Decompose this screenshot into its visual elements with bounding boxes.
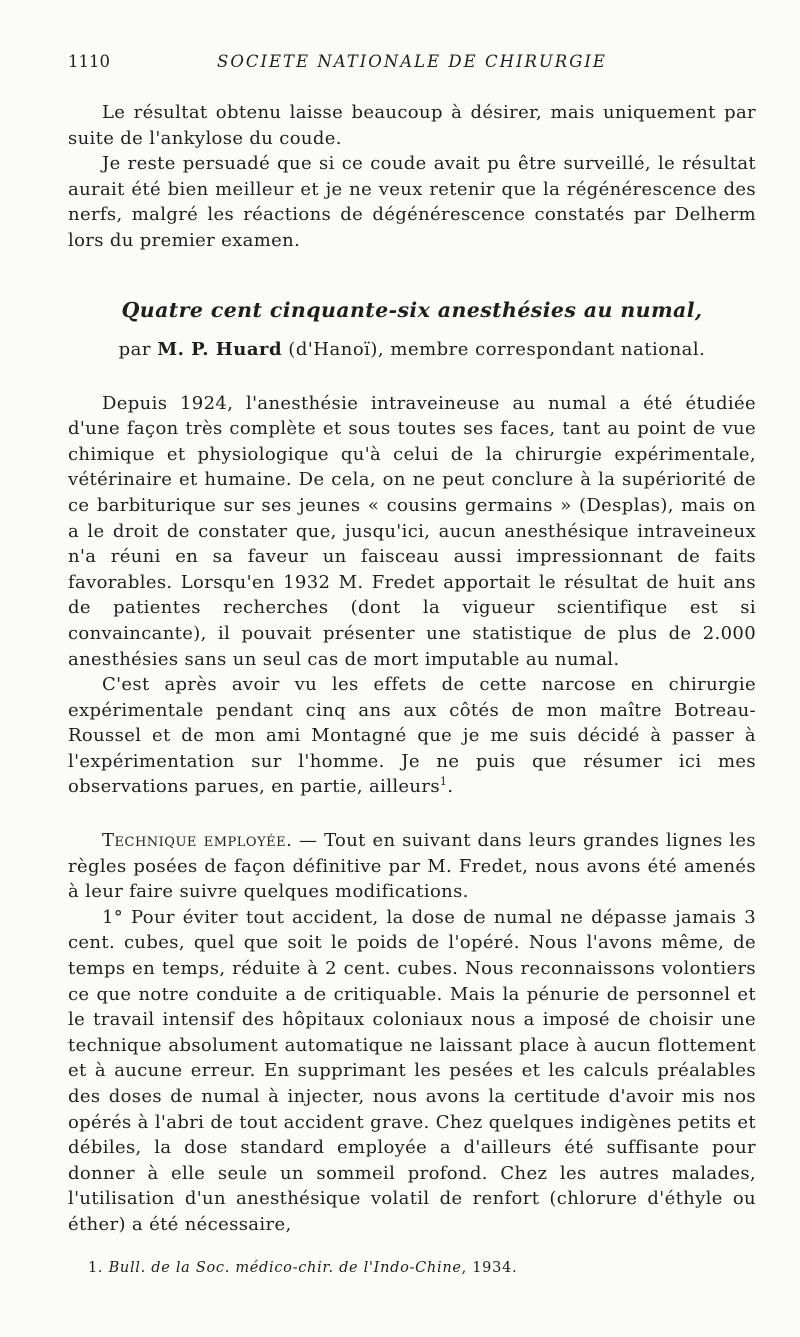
paragraph-end: .: [447, 776, 454, 798]
page: [68, 52, 756, 1276]
section-heading: Technique employée.: [102, 830, 293, 852]
body-paragraph-2: [68, 672, 756, 800]
intro-paragraph-1: Le résultat obtenu laisse beaucoup à désirer, mais uniquement par suite de l'ankylose du coude.: [68, 102, 756, 149]
author-name: M. P. Huard: [157, 338, 283, 360]
intro-paragraph-2: Je reste persuadé que si ce coude avait pu être surveillé, le résultat aurait été bien meilleur et je ne veux retenir que la régénérescence des nerfs, malgré les réactions de dégénérescence constatés par Delherm lors du premier examen.: [68, 153, 756, 251]
running-head: [68, 52, 756, 76]
footnote-number: 1.: [88, 1259, 104, 1276]
footnote: [68, 1260, 756, 1276]
footnote-marker[interactable]: 1: [439, 775, 448, 789]
article-title: Quatre cent cinquante-six anesthésies au numal,: [121, 297, 703, 322]
footnote-citation: Bull. de la Soc. médico-chir. de l'Indo-Chine: [108, 1259, 462, 1276]
body-paragraph-2-text: C'est après avoir vu les effets de cette narcose en chirurgie expérimentale pendant cinq ans aux côtés de mon maître Botreau-Roussel et de mon ami Montagné que je me suis décidé à passer à l'expérimentation sur l'homme. Je ne puis que résumer ici mes observations parues, en partie, ailleurs: [68, 674, 756, 798]
section-text: Tout en suivant dans leurs grandes lignes les règles posées de façon définitive par M. Fredet, nous avons été amenés à leur faire suivre quelques modifications.: [68, 830, 756, 903]
byline: [68, 339, 756, 360]
footnote-year: , 1934.: [461, 1259, 518, 1276]
page-number: 1110: [68, 52, 110, 71]
byline-affiliation: (d'Hanoï), membre correspondant national.: [282, 338, 706, 360]
body-paragraph-1: Depuis 1924, l'anesthésie intraveineuse au numal a été étudiée d'une façon très complète et sous toutes ses faces, tant au point de vue chimique et physiologique qu'à celui de la chirurgie expérimentale, vétérinaire et humaine. De cela, on ne peut conclure à la supériorité de ce barbiturique sur ses jeunes « cousins germains » (Desplas), mais on a le droit de constater que, jusqu'ici, aucun anesthésique intraveineux n'a réuni en sa faveur un faisceau aussi impressionnant de faits favorables. Lorsqu'en 1932 M. Fredet apportait le résultat de huit ans de patientes recherches (dont la vigueur scientifique est si convaincante), il pouvait présenter une statistique de plus de 2.000 anesthésies sans un seul cas de mort imputable au numal.: [68, 392, 756, 670]
byline-prefix: par: [118, 338, 158, 360]
section-paragraph: [68, 828, 756, 905]
section-dash: —: [292, 830, 325, 852]
running-title: SOCIETE NATIONALE DE CHIRURGIE: [217, 52, 607, 71]
point-1-paragraph: 1° Pour éviter tout accident, la dose de numal ne dépasse jamais 3 cent. cubes, quel que soit le poids de l'opéré. Nous l'avons même, de temps en temps, réduite à 2 cent. cubes. Nous reconnaissons volontiers ce que notre conduite a de critiquable. Mais la pénurie de personnel et le travail intensif des hôpitaux coloniaux nous a imposé de choisir une technique absolument automatique ne laissant place à aucun flottement et à aucune erreur. En supprimant les pesées et les calculs préalables des doses de numal à injecter, nous avons la certitude d'avoir mis nos opérés à l'abri de tout accident grave. Chez quelques indigènes petits et débiles, la dose standard employée a d'ailleurs été suffisante pour donner à elle seule un sommeil profond. Chez les autres malades, l'utilisation d'un anesthésique volatil de renfort (chlorure d'éthyle ou éther) a été nécessaire,: [68, 906, 757, 1235]
